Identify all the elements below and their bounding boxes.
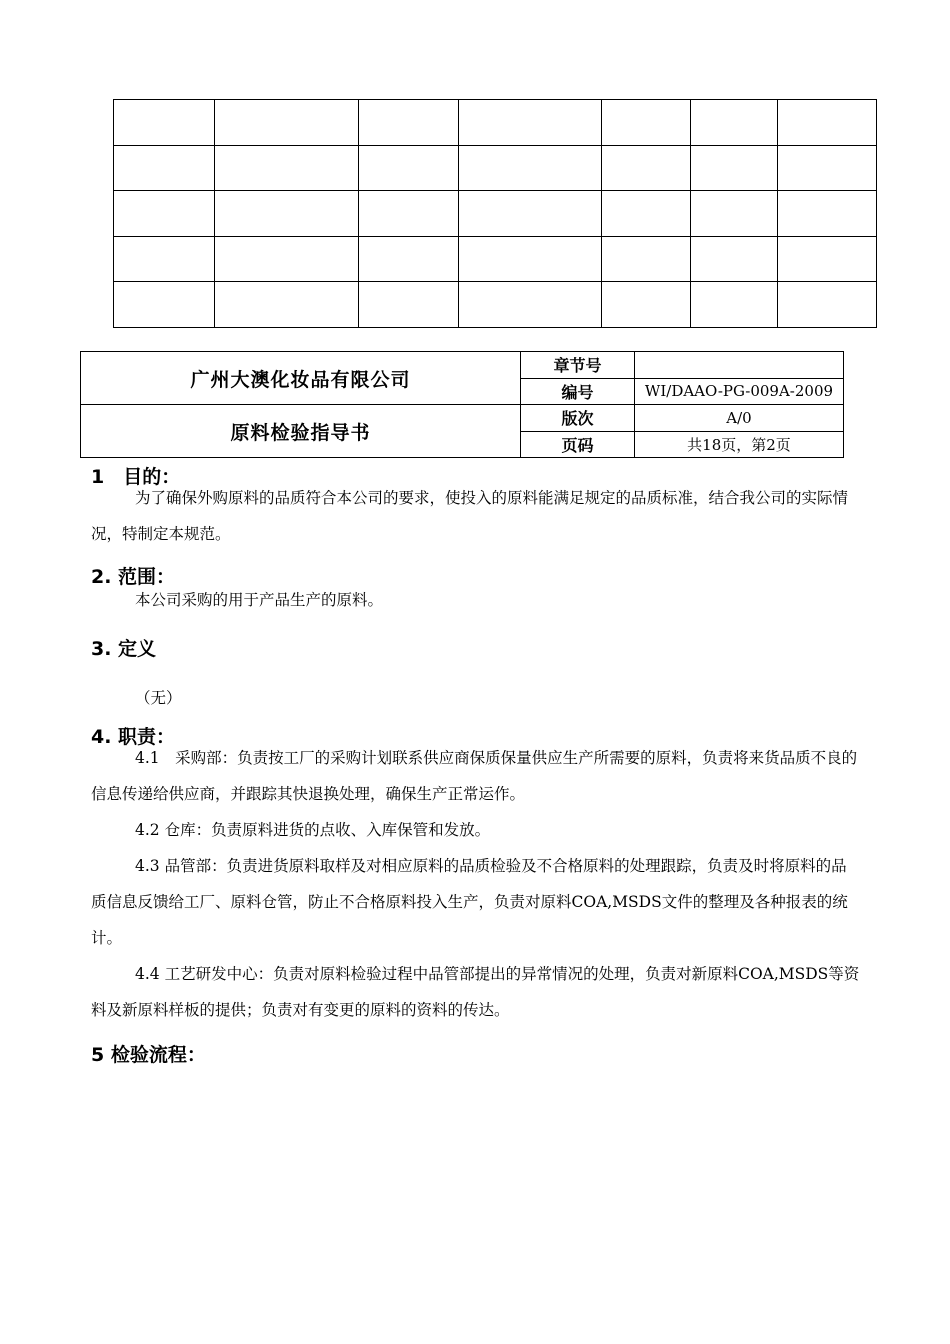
blank-revision-table	[113, 99, 877, 328]
section-5-heading: 5 检验流程：	[91, 1044, 206, 1066]
page-value: 共18页，第2页	[635, 431, 844, 458]
document-header-table	[80, 351, 844, 458]
page-label: 页码	[521, 431, 635, 458]
company-name: 广州大澳化妆品有限公司	[81, 352, 521, 405]
version-value: A/0	[635, 405, 844, 432]
table-row	[114, 191, 877, 237]
version-label: 版次	[521, 405, 635, 432]
table-row	[114, 100, 877, 146]
section-3-heading: 3. 定义	[91, 638, 157, 660]
section-2-text: 本公司采购的用于产品生产的原料。	[135, 591, 384, 609]
section-4-2-text: 4.2 仓库：负责原料进货的点收、入库保管和发放。	[135, 821, 491, 839]
table-row	[114, 236, 877, 282]
document-title: 原料检验指导书	[81, 405, 521, 458]
number-label: 编号	[521, 378, 635, 405]
section-4-heading: 4. 职责：	[91, 726, 176, 748]
chapter-value	[635, 352, 844, 379]
section-3-text: （无）	[135, 689, 182, 707]
table-row	[114, 282, 877, 328]
section-4-1-text: 4.1 采购部：负责按工厂的采购计划联系供应商保质保量供应生产所需要的原料，负责将来货品质不良的信息传递给供应商，并跟踪其快退换处理，确保生产正常运作。	[91, 749, 858, 803]
number-value: WI/DAAO-PG-009A-2009	[635, 378, 844, 405]
section-2-heading: 2. 范围：	[91, 566, 176, 588]
chapter-label: 章节号	[521, 352, 635, 379]
section-1-heading: 1 目的：	[91, 466, 181, 488]
table-row	[114, 145, 877, 191]
section-4-3-text: 4.3 品管部：负责进货原料取样及对相应原料的品质检验及不合格原料的处理跟踪，负责及时将原料的品质信息反馈给工厂、原料仓管，防止不合格原料投入生产，负责对原料COA,MSDS文件的整理及各种报表的统计。	[91, 857, 848, 947]
section-4-4-text: 4.4 工艺研发中心：负责对原料检验过程中品管部提出的异常情况的处理，负责对新原料COA,MSDS等资料及新原料样板的提供；负责对有变更的原料的资料的传达。	[91, 965, 860, 1019]
section-1-text: 为了确保外购原料的品质符合本公司的要求，使投入的原料能满足规定的品质标准，结合我公司的实际情况，特制定本规范。	[91, 489, 849, 543]
